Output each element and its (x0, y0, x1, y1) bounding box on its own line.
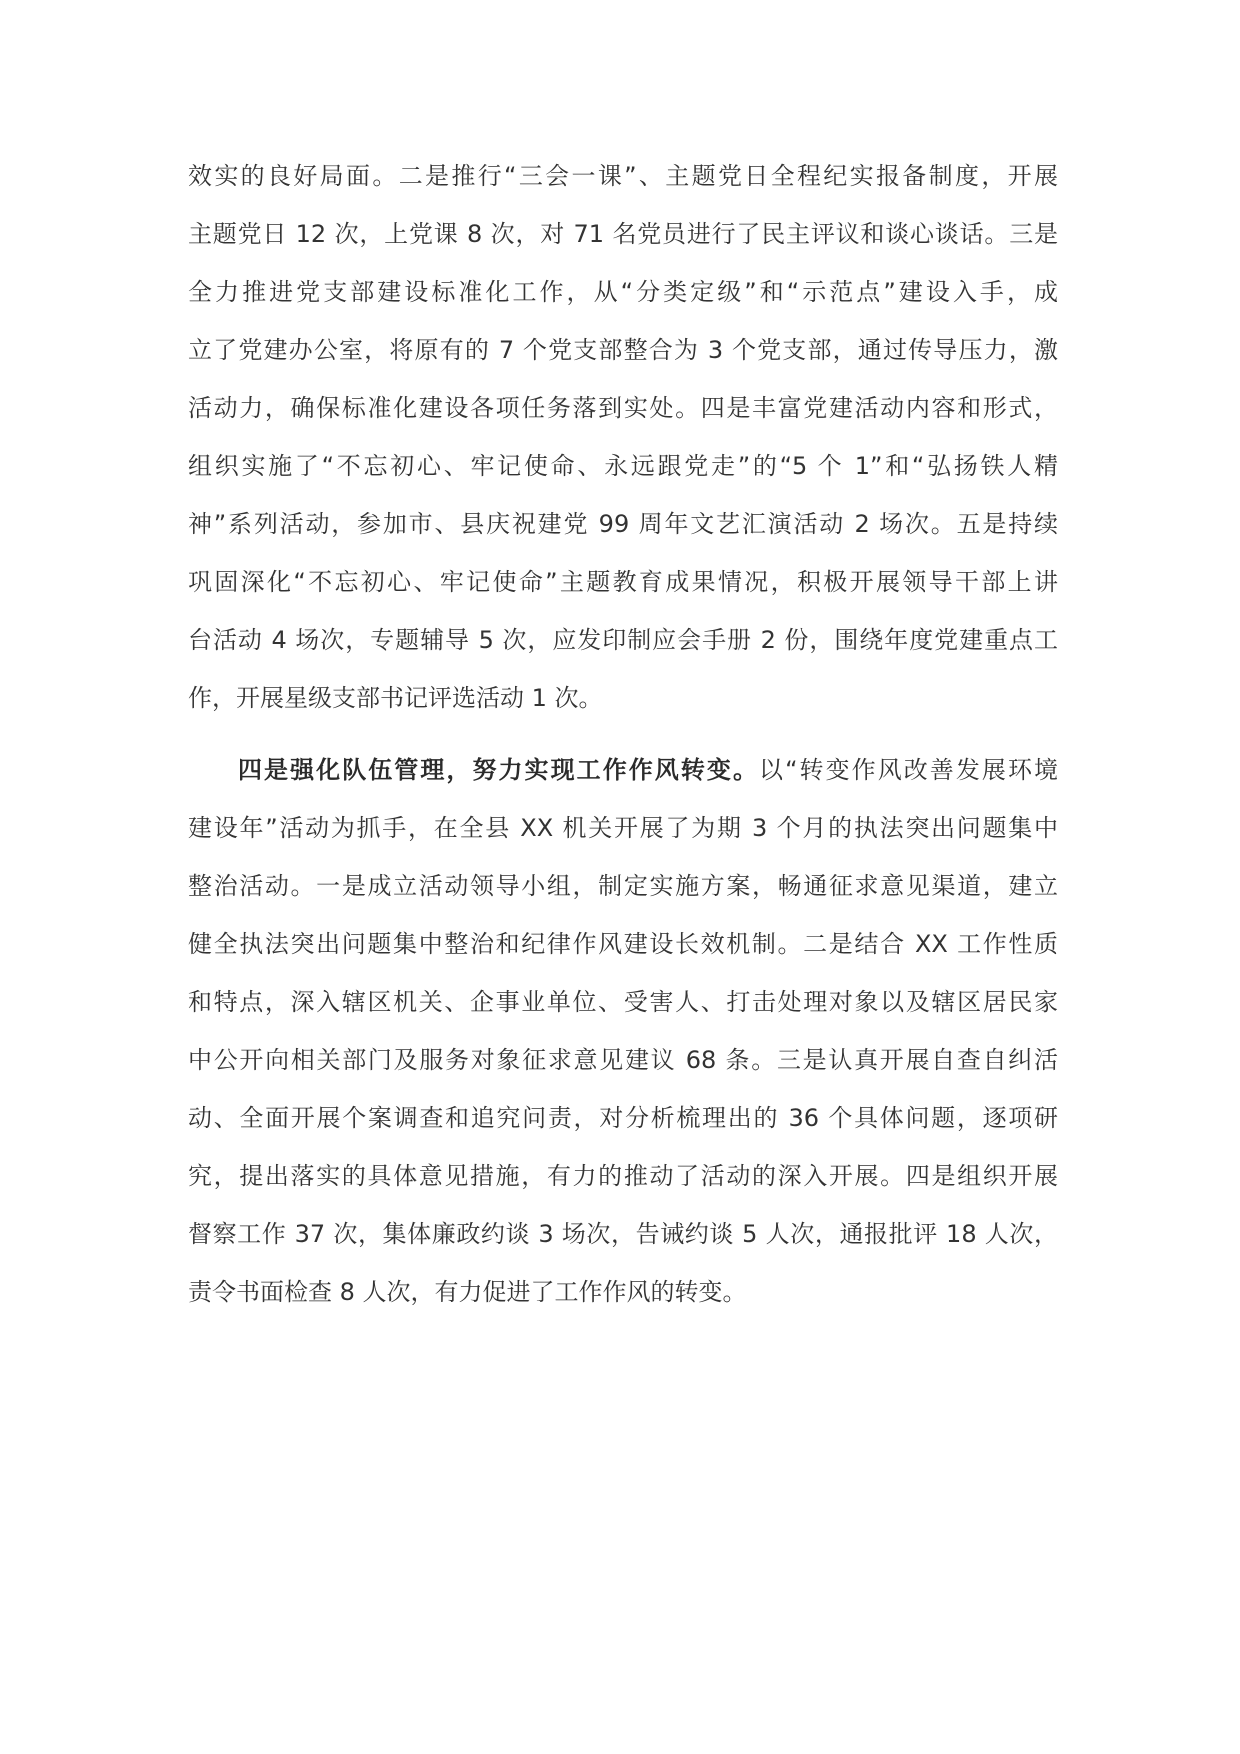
paragraph-2-line-5: 和特点，深入辖区机关、企事业单位、受害人、打击处理对象以及辖区居民家 (188, 988, 1058, 1016)
paragraph-2-line-1 (238, 750, 1058, 790)
paragraph-1-line-10: 作，开展星级支部书记评选活动 1 次。 (188, 684, 603, 712)
paragraph-1-line-3: 全力推进党支部建设标准化工作，从“分类定级”和“示范点”建设入手，成 (188, 278, 1058, 306)
paragraph-2-line-10: 责令书面检查 8 人次，有力促进了工作作风的转变。 (188, 1278, 747, 1306)
paragraph-1-line-1: 效实的良好局面。二是推行“三会一课”、主题党日全程纪实报备制度，开展 (188, 162, 1058, 190)
paragraph-1-line-6: 组织实施了“不忘初心、牢记使命、永远跟党走”的“5 个 1”和“弘扬铁人精 (188, 452, 1058, 480)
paragraph-2-line-1-rest: 以“转变作风改善发展环境 (759, 756, 1059, 784)
paragraph-2-line-4: 健全执法突出问题集中整治和纪律作风建设长效机制。二是结合 XX 工作性质 (188, 930, 1058, 958)
paragraph-1-line-7: 神”系列活动，参加市、县庆祝建党 99 周年文艺汇演活动 2 场次。五是持续 (188, 510, 1058, 538)
paragraph-1-line-2: 主题党日 12 次，上党课 8 次，对 71 名党员进行了民主评议和谈心谈话。三是 (188, 220, 1058, 248)
paragraph-2-line-6: 中公开向相关部门及服务对象征求意见建议 68 条。三是认真开展自查自纠活 (188, 1046, 1058, 1074)
paragraph-2-line-8: 究，提出落实的具体意见措施，有力的推动了活动的深入开展。四是组织开展 (188, 1162, 1058, 1190)
paragraph-1-line-9: 台活动 4 场次，专题辅导 5 次，应发印制应会手册 2 份，围绕年度党建重点工 (188, 626, 1058, 654)
paragraph-1-line-5: 活动力，确保标准化建设各项任务落到实处。四是丰富党建活动内容和形式， (188, 394, 1058, 422)
paragraph-1-line-8: 巩固深化“不忘初心、牢记使命”主题教育成果情况，积极开展领导干部上讲 (188, 568, 1058, 596)
paragraph-2-line-2: 建设年”活动为抓手，在全县 XX 机关开展了为期 3 个月的执法突出问题集中 (188, 814, 1058, 842)
paragraph-2-line-7: 动、全面开展个案调查和追究问责，对分析梳理出的 36 个具体问题，逐项研 (188, 1104, 1058, 1132)
paragraph-2-line-9: 督察工作 37 次，集体廉政约谈 3 场次，告诫约谈 5 人次，通报批评 18 人次， (188, 1220, 1058, 1248)
paragraph-1-line-4: 立了党建办公室，将原有的 7 个党支部整合为 3 个党支部，通过传导压力，激 (188, 336, 1058, 364)
paragraph-2-line-3: 整治活动。一是成立活动领导小组，制定实施方案，畅通征求意见渠道，建立 (188, 872, 1058, 900)
paragraph-2-heading: 四是强化队伍管理，努力实现工作作风转变。 (238, 756, 760, 784)
